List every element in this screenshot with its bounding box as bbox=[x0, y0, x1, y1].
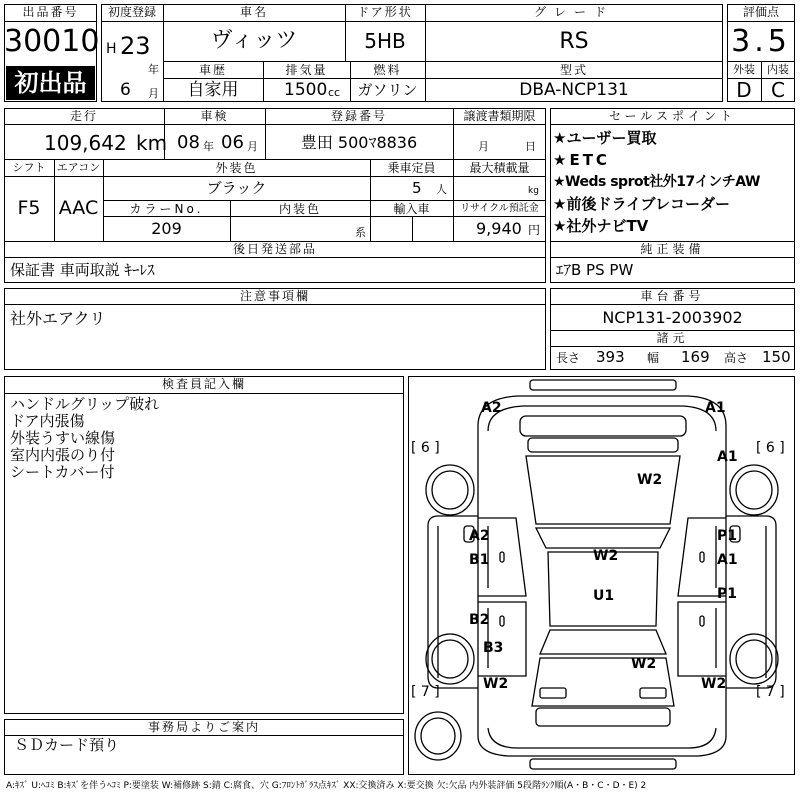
mark-hood: W2 bbox=[637, 472, 663, 488]
transfer-label: 譲渡書類期限 bbox=[463, 109, 536, 123]
equipment-value: ｴｱB PS PW bbox=[556, 261, 634, 279]
load-unit: kg bbox=[528, 186, 539, 196]
inspector-line: 室内内張のり付 bbox=[10, 446, 116, 464]
interior-grade: C bbox=[771, 78, 785, 102]
recycle: 9,940 bbox=[476, 219, 522, 238]
color-no: 209 bbox=[151, 219, 182, 238]
office-label: 事務局よりご案内 bbox=[147, 720, 260, 734]
mileage-unit: km bbox=[136, 131, 168, 155]
score-label: 評価点 bbox=[742, 5, 779, 19]
chassis-number: NCP131-2003902 bbox=[602, 308, 743, 327]
tire-front-right: [ 6 ] bbox=[756, 440, 785, 456]
mark-front-door-left: A2 bbox=[469, 528, 490, 544]
ext-color-label: 外装色 bbox=[215, 161, 258, 175]
mark-trunk: W2 bbox=[631, 656, 657, 672]
sales-point-item: ★前後ドライブレコーダー bbox=[553, 195, 730, 213]
history: 自家用 bbox=[187, 80, 239, 100]
height-label: 高さ bbox=[724, 351, 749, 365]
ac-label: エアコン bbox=[56, 161, 101, 174]
displacement-label: 排気量 bbox=[285, 63, 328, 77]
mark-quarter-right: W2 bbox=[701, 676, 727, 692]
displacement-unit: cc bbox=[328, 86, 341, 99]
office-value: ＳＤカード預り bbox=[14, 736, 120, 754]
length: 393 bbox=[596, 348, 625, 366]
load-label: 最大積載量 bbox=[469, 161, 530, 175]
score: 3.5 bbox=[731, 24, 791, 59]
ext-color: ブラック bbox=[206, 179, 267, 197]
inspector-label: 検査員記入欄 bbox=[161, 377, 246, 391]
fuel-label: 燃料 bbox=[373, 63, 402, 77]
mark-front-door-right-2: A1 bbox=[717, 552, 738, 568]
grade: RS bbox=[559, 29, 589, 54]
mark-rear-door-left: B2 bbox=[469, 612, 490, 628]
inspector-line: シートカバー付 bbox=[10, 463, 115, 481]
capacity-label: 乗車定員 bbox=[387, 161, 436, 175]
tire-rear-left: [ 7 ] bbox=[411, 684, 440, 700]
equipment-label: 純正装備 bbox=[640, 242, 705, 256]
specs-label: 諸元 bbox=[656, 331, 689, 345]
mileage-label: 走行 bbox=[69, 109, 98, 123]
inspector-line: ハンドルグリップ破れ bbox=[10, 395, 160, 413]
shift-label: シフト bbox=[12, 161, 46, 174]
grade-label: グレード bbox=[533, 5, 614, 19]
car-name: ヴィッツ bbox=[210, 28, 298, 53]
caution-value: 社外エアクリ bbox=[10, 309, 106, 328]
recycle-label: リサイクル預託金 bbox=[460, 203, 539, 214]
inspector-line: 外装うすい線傷 bbox=[10, 429, 116, 447]
month-unit: 月 bbox=[148, 87, 159, 100]
year-unit: 年 bbox=[148, 63, 159, 76]
chassis-label: 車台番号 bbox=[640, 289, 705, 303]
later-parts-value: 保証書 車両取説 ｷｰﾚｽ bbox=[10, 261, 155, 279]
insp-year: 08 bbox=[177, 132, 200, 153]
shift: F5 bbox=[17, 197, 41, 219]
mark-front-bumper-right: A1 bbox=[705, 400, 726, 416]
reg-month: 6 bbox=[120, 80, 131, 100]
color-no-label: カラーNo. bbox=[129, 202, 204, 216]
exterior-label: 外装 bbox=[733, 63, 755, 76]
mileage: 109,642 bbox=[44, 131, 127, 155]
mark-front-door-right: P1 bbox=[717, 528, 738, 544]
car-outline-svg bbox=[408, 376, 795, 775]
plate-label: 登録番号 bbox=[330, 109, 387, 123]
detail-grid bbox=[4, 108, 546, 242]
mark-rear-door-right: P1 bbox=[717, 586, 738, 602]
legend: A:ｷｽﾞ U:ﾍｺﾐ B:ｷｽﾞを伴うﾍｺﾐ P:要塗装 W:補修跡 S:錆 C:腐食、穴 G:ﾌﾛﾝﾄｶﾞﾗｽ点ｷｽﾞ XX:交換済み X:要交換 欠:欠品 内外装評価 5段階ﾗﾝｸ順(A・B・C・D・E) 2 bbox=[6, 781, 647, 791]
insp-year-unit: 年 bbox=[203, 140, 214, 153]
plate: 豊田 500ﾏ8836 bbox=[300, 133, 418, 152]
damage-diagram bbox=[408, 376, 795, 775]
int-color-label: 内装色 bbox=[278, 202, 321, 216]
mark-roof: U1 bbox=[593, 588, 615, 604]
sales-point-item: ★社外ナビTV bbox=[553, 217, 649, 235]
height: 150 bbox=[762, 348, 791, 366]
sales-points-label: セールスポイント bbox=[609, 109, 736, 123]
lot-label: 出品番号 bbox=[22, 5, 79, 19]
sales-point-item: ★ETC bbox=[553, 151, 610, 169]
recycle-unit: 円 bbox=[528, 223, 541, 237]
mark-roof-front: W2 bbox=[593, 548, 619, 564]
inspector-line: ドア内張傷 bbox=[10, 412, 85, 430]
mark-front-bumper-left: A2 bbox=[481, 400, 502, 416]
fuel: ガソリン bbox=[357, 81, 418, 99]
sales-point-item: ★Weds sprot社外17インチAW bbox=[553, 174, 760, 190]
transfer-day-unit: 日 bbox=[525, 140, 536, 153]
mark-quarter-left-2: W2 bbox=[483, 676, 509, 692]
mark-fender-right: A1 bbox=[717, 449, 738, 465]
capacity: 5 bbox=[412, 179, 422, 197]
reg-year: 23 bbox=[120, 32, 151, 60]
first-listing-badge: 初出品 bbox=[6, 66, 95, 100]
tire-front-left: [ 6 ] bbox=[411, 440, 440, 456]
exterior-grade: D bbox=[736, 78, 752, 102]
model-label: 型式 bbox=[559, 63, 588, 77]
mark-quarter-left: B3 bbox=[483, 640, 504, 656]
insp-month: 06 bbox=[221, 132, 244, 153]
door-label: ドア形状 bbox=[357, 5, 413, 19]
width-label: 幅 bbox=[647, 351, 660, 365]
sales-point-item: ★ユーザー買取 bbox=[553, 129, 657, 147]
door-type: 5HB bbox=[364, 29, 406, 53]
int-color-unit: 系 bbox=[355, 226, 366, 239]
capacity-unit: 人 bbox=[436, 183, 447, 196]
length-label: 長さ bbox=[556, 351, 581, 365]
era: H bbox=[106, 41, 117, 57]
lot-number: 30010 bbox=[4, 24, 100, 59]
later-parts-label: 後日発送部品 bbox=[232, 242, 317, 256]
width: 169 bbox=[681, 348, 710, 366]
transfer-month-unit: 月 bbox=[478, 140, 489, 153]
first-reg-label: 初度登録 bbox=[107, 5, 156, 19]
mark-front-door-left-2: B1 bbox=[469, 552, 490, 568]
insp-month-unit: 月 bbox=[247, 140, 258, 153]
caution-label: 注意事項欄 bbox=[239, 289, 310, 303]
ac: AAC bbox=[58, 197, 99, 219]
model: DBA-NCP131 bbox=[519, 80, 629, 100]
inspection-label: 車検 bbox=[200, 109, 229, 123]
displacement: 1500 bbox=[284, 80, 328, 100]
interior-label: 内装 bbox=[767, 63, 789, 76]
import-label: 輸入車 bbox=[393, 202, 430, 216]
history-label: 車歴 bbox=[198, 63, 227, 77]
tire-rear-right: [ 7 ] bbox=[756, 684, 785, 700]
car-name-label: 車名 bbox=[239, 5, 268, 19]
